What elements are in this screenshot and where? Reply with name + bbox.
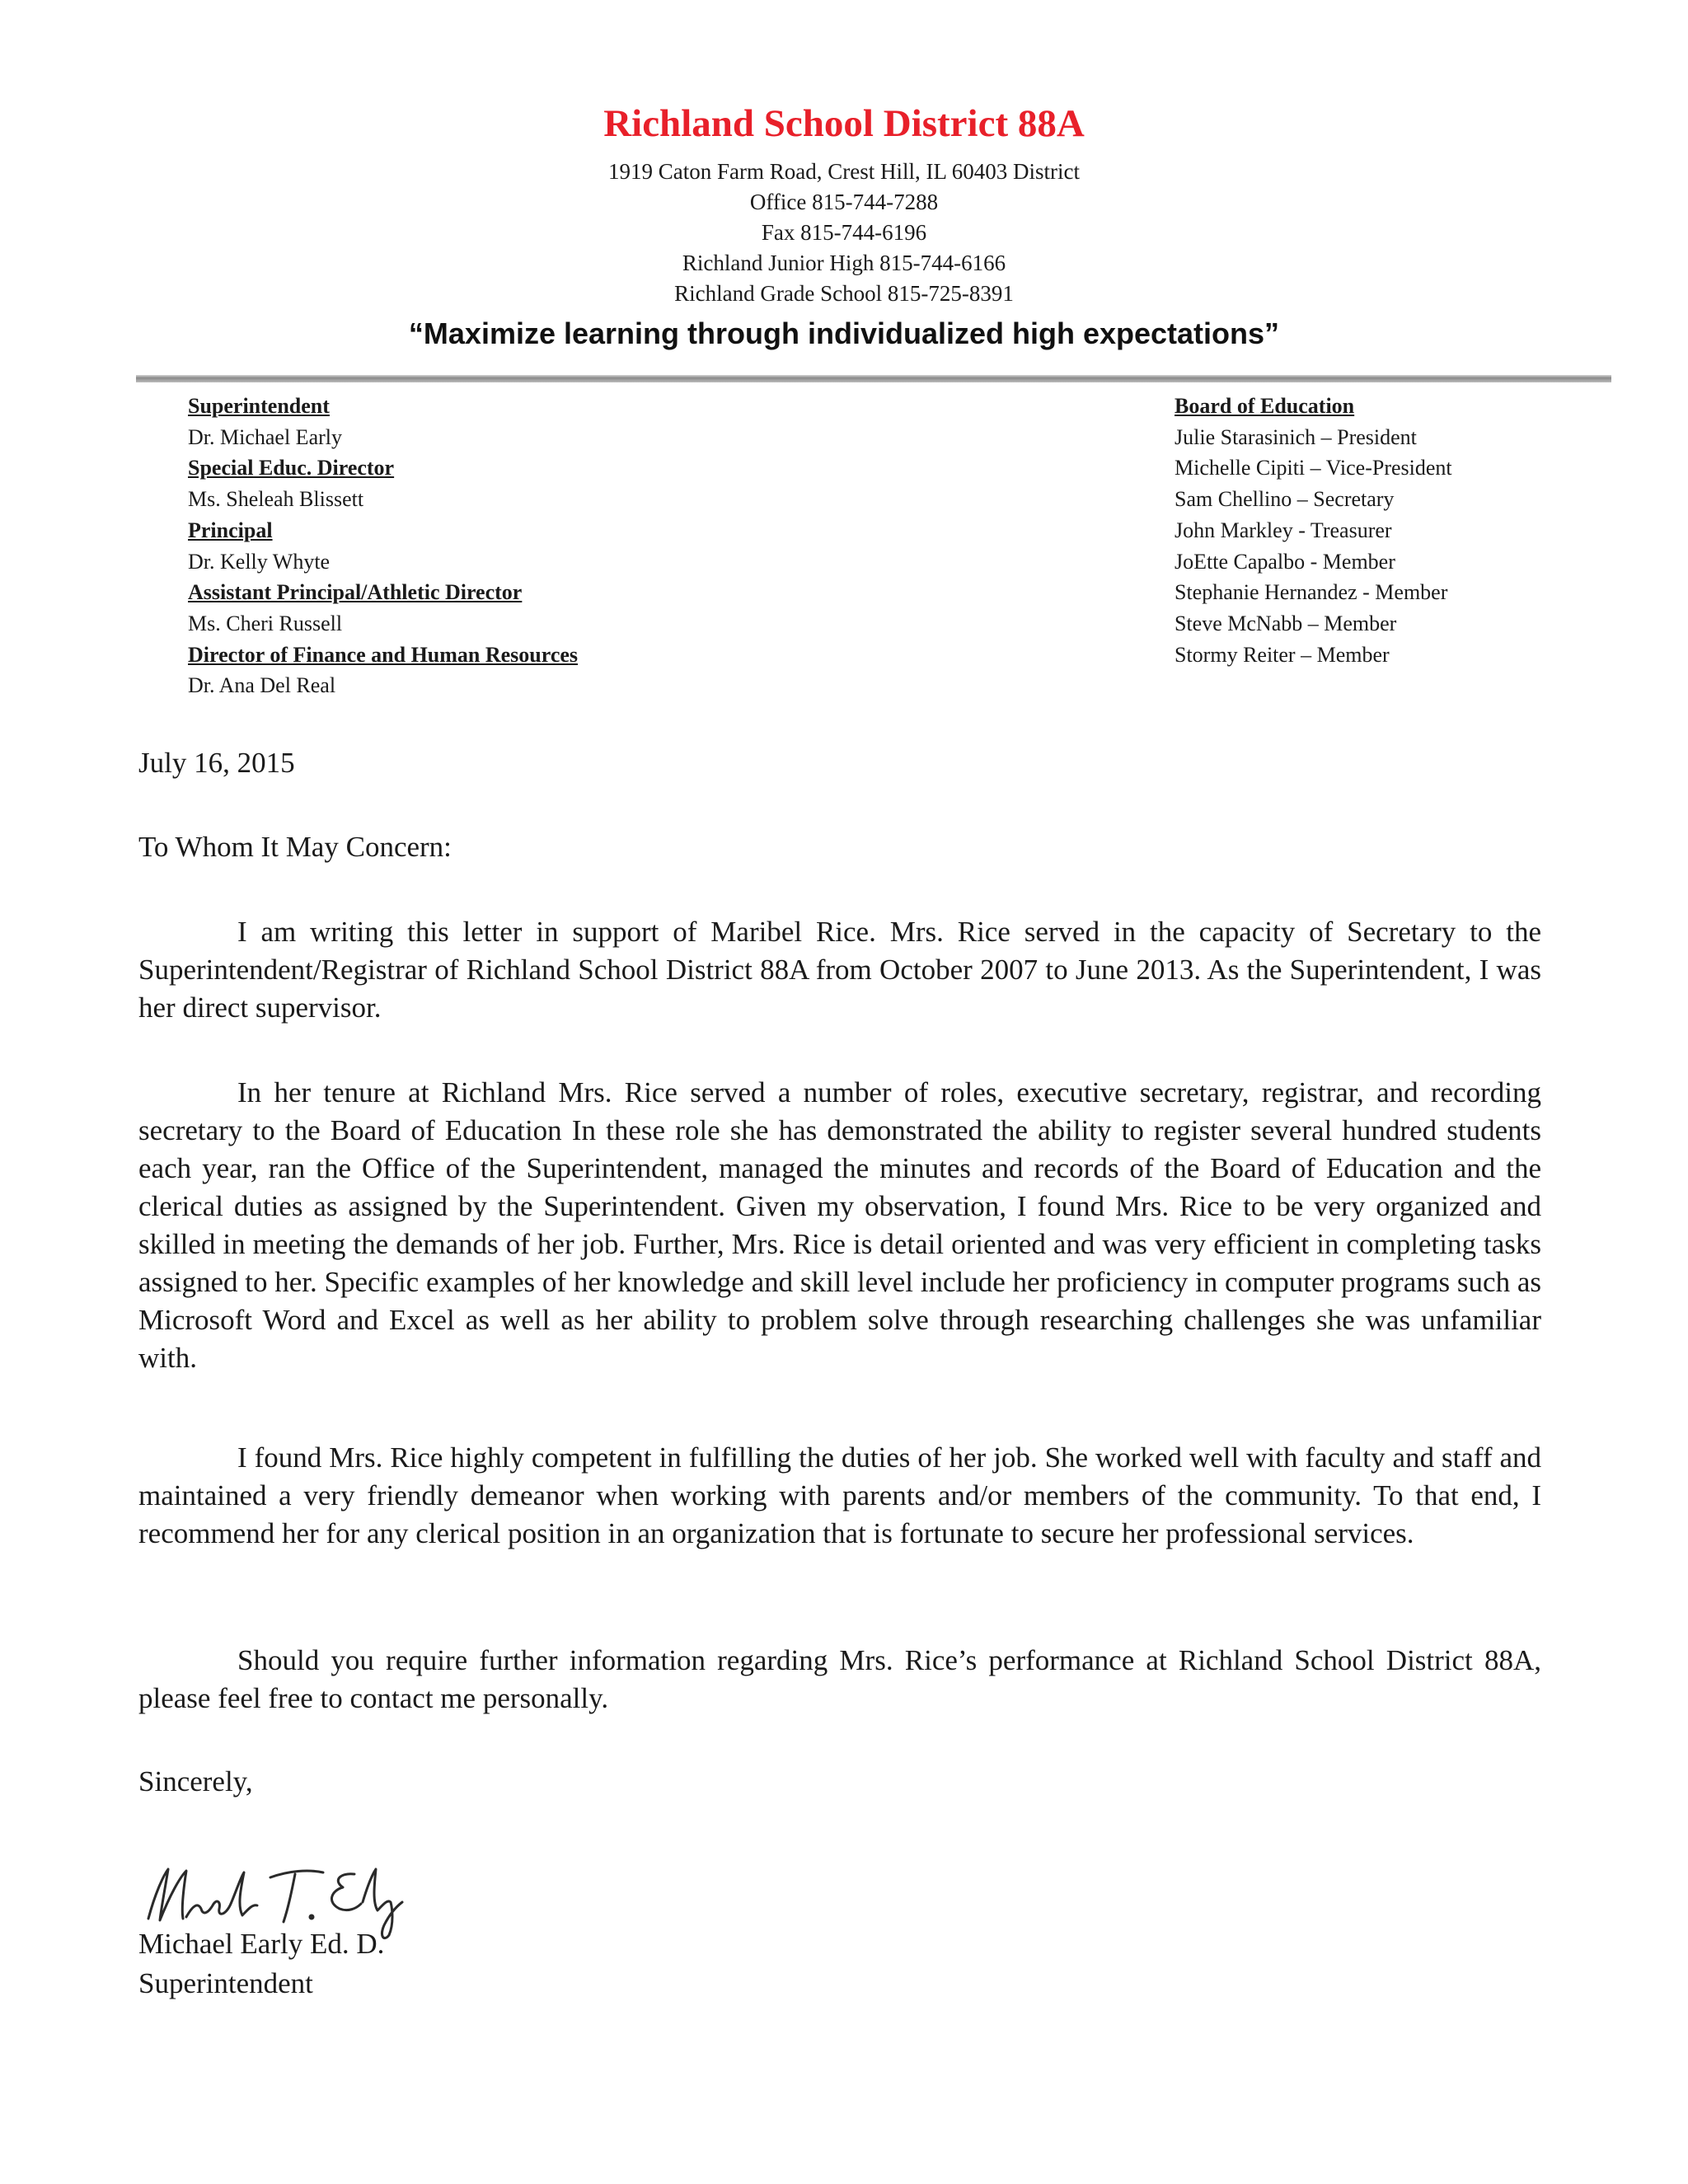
letter-paragraph: I found Mrs. Rice highly competent in fulfilling the duties of her job. She worked well with faculty and staff and maintained a very friendly demeanor when working with parents and/or members of the community. To that end, I recommend her for any clerical position in an organization that is fortunate to secure her professional services. xyxy=(138,1441,1541,1549)
contact-block xyxy=(0,157,1688,309)
junior-high-phone: Richland Junior High 815-744-6166 xyxy=(682,251,1006,275)
letter-paragraph: Should you require further information regarding Mrs. Rice’s performance at Richland School District 88A, please feel free to contact me personally. xyxy=(138,1644,1541,1714)
staff-name: Ms. Sheleah Blissett xyxy=(188,487,364,512)
board-member: Julie Starasinich – President xyxy=(1175,424,1417,449)
grade-school-phone: Richland Grade School 815-725-8391 xyxy=(674,281,1014,306)
board-member: JoEtte Capalbo - Member xyxy=(1175,549,1395,574)
signer-title: Superintendent xyxy=(138,1967,313,1999)
fax-number: Fax 815-744-6196 xyxy=(761,220,927,245)
letterhead xyxy=(0,99,1688,352)
signer-block xyxy=(138,1924,384,2004)
board-member: Steve McNabb – Member xyxy=(1175,611,1397,635)
header-divider xyxy=(136,375,1611,382)
staff-name: Dr. Ana Del Real xyxy=(188,673,336,698)
staff-role: Assistant Principal/Athletic Director xyxy=(188,580,523,605)
office-phone: Office 815-744-7288 xyxy=(749,190,939,214)
letter-paragraph: In her tenure at Richland Mrs. Rice served a number of roles, executive secretary, registrar, and recording secretary to the Board of Education In these role she has demonstrated the ability to register several hundred students each year, ran the Office of the Superintendent, managed the minutes and records of the Board of Education and the clerical duties as assigned by the Superintendent. Given my observation, I found Mrs. Rice to be very organized and skilled in meeting the demands of her job. Further, Mrs. Rice is detail oriented and was very efficient in completing tasks assigned to her. Specific examples of her knowledge and skill level include her proficiency in computer programs such as Microsoft Word and Excel as well as her ability to problem solve through researching challenges she was unfamiliar with. xyxy=(138,1076,1541,1374)
salutation: To Whom It May Concern: xyxy=(138,831,452,863)
board-heading: Board of Education xyxy=(1175,394,1355,418)
board-member: Stephanie Hernandez - Member xyxy=(1175,580,1448,605)
staff-list xyxy=(188,391,578,701)
staff-role: Director of Finance and Human Resources xyxy=(188,642,579,667)
board-member: Sam Chellino – Secretary xyxy=(1175,487,1395,512)
staff-name: Dr. Michael Early xyxy=(188,424,342,449)
letter-date: July 16, 2015 xyxy=(138,747,295,779)
district-address: 1919 Caton Farm Road, Crest Hill, IL 60403 District xyxy=(608,159,1080,184)
board-member: Stormy Reiter – Member xyxy=(1175,642,1390,667)
staff-role: Principal xyxy=(188,518,273,542)
board-member: John Markley - Treasurer xyxy=(1175,518,1392,542)
signer-name: Michael Early Ed. D. xyxy=(138,1928,385,1960)
staff-name: Dr. Kelly Whyte xyxy=(188,549,331,574)
letter-closing: Sincerely, xyxy=(138,1765,253,1797)
district-name: Richland School District 88A xyxy=(603,102,1085,145)
staff-role: Superintendent xyxy=(188,394,330,418)
board-list xyxy=(1175,391,1452,670)
district-motto: “Maximize learning through individualized high expectations” xyxy=(408,316,1280,350)
staff-name: Ms. Cheri Russell xyxy=(188,611,343,635)
letter-paragraph: I am writing this letter in support of Maribel Rice. Mrs. Rice served in the capacity of Secretary to the Superintendent/Registrar of Richland School District 88A from October 2007 to June 2013. As the Superintendent, I was her direct supervisor. xyxy=(138,916,1541,1024)
staff-role: Special Educ. Director xyxy=(188,456,395,480)
board-member: Michelle Cipiti – Vice-President xyxy=(1175,456,1452,480)
